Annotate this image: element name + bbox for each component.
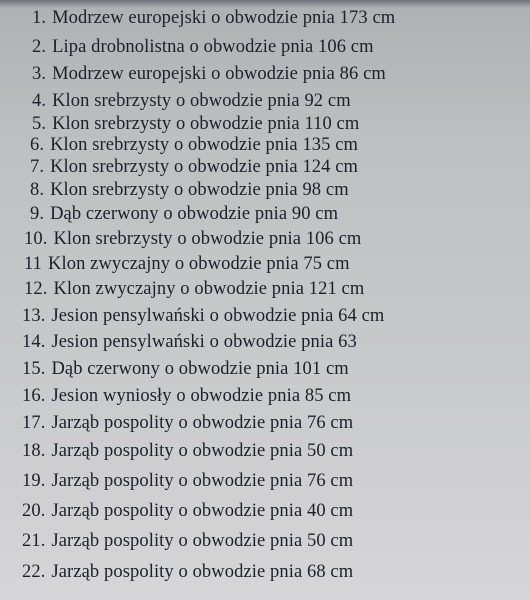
item-text: Klon srebrzysty o obwodzie pnia 92 cm (52, 91, 351, 111)
list-item (22, 530, 353, 552)
list-item (30, 156, 358, 178)
item-text: Klon srebrzysty o obwodzie pnia 124 cm (50, 157, 359, 177)
item-text: Jesion pensylwański o obwodzie pnia 63 (51, 332, 357, 352)
item-number: 21. (22, 531, 46, 551)
list-item (32, 63, 386, 85)
item-text: Modrzew europejski o obwodzie pnia 86 cm (52, 64, 386, 84)
list-item (32, 7, 395, 29)
item-number: 5. (32, 114, 47, 134)
item-text: Jarząb pospolity o obwodzie pnia 50 cm (51, 531, 354, 551)
list-item (24, 278, 364, 300)
item-number: 13. (22, 306, 46, 326)
item-number: 17. (22, 413, 46, 433)
item-number: 9. (30, 204, 45, 224)
item-text: Klon srebrzysty o obwodzie pnia 110 cm (52, 114, 360, 134)
item-number: 2. (32, 37, 47, 57)
item-text: Klon zwyczajny o obwodzie pnia 121 cm (53, 279, 365, 299)
list-item (32, 90, 351, 112)
list-item (22, 331, 357, 353)
list-item (22, 440, 353, 462)
item-text: Jarząb pospolity o obwodzie pnia 76 cm (51, 471, 354, 491)
list-item (22, 561, 353, 583)
list-item (22, 305, 384, 327)
list-item (22, 470, 353, 492)
item-number: 10. (24, 229, 48, 249)
item-number: 11 (24, 254, 43, 274)
list-item (22, 358, 349, 380)
item-text: Jarząb pospolity o obwodzie pnia 40 cm (51, 501, 354, 521)
item-text: Jarząb pospolity o obwodzie pnia 50 cm (51, 441, 354, 461)
item-number: 3. (32, 64, 47, 84)
item-number: 15. (22, 359, 46, 379)
item-number: 18. (22, 441, 46, 461)
item-text: Jesion wyniosły o obwodzie pnia 85 cm (51, 386, 352, 406)
item-number: 1. (32, 8, 47, 28)
item-text: Jarząb pospolity o obwodzie pnia 76 cm (51, 413, 354, 433)
item-number: 8. (30, 180, 45, 200)
list-item (32, 113, 359, 135)
list-item (22, 500, 353, 522)
item-text: Klon srebrzysty o obwodzie pnia 98 cm (50, 180, 349, 200)
item-number: 6. (30, 135, 45, 155)
item-number: 19. (22, 471, 46, 491)
item-number: 7. (30, 157, 45, 177)
item-text: Dąb czerwony o obwodzie pnia 101 cm (51, 359, 349, 379)
list-item (30, 179, 349, 201)
list-item (24, 228, 361, 250)
item-text: Klon zwyczajny o obwodzie pnia 75 cm (48, 254, 350, 274)
item-text: Klon srebrzysty o obwodzie pnia 106 cm (53, 229, 362, 249)
item-number: 16. (22, 386, 46, 406)
item-number: 12. (24, 279, 48, 299)
list-item (32, 36, 374, 58)
list-item (24, 253, 350, 275)
item-text: Jesion pensylwański o obwodzie pnia 64 cm (51, 306, 385, 326)
item-number: 14. (22, 332, 46, 352)
list-item (22, 385, 351, 407)
item-text: Lipa drobnolistna o obwodzie pnia 106 cm (52, 37, 374, 57)
item-number: 4. (32, 91, 47, 111)
item-text: Modrzew europejski o obwodzie pnia 173 cm (52, 8, 396, 28)
item-text: Klon srebrzysty o obwodzie pnia 135 cm (50, 135, 359, 155)
item-number: 20. (22, 501, 46, 521)
list-item (30, 134, 358, 156)
item-text: Dąb czerwony o obwodzie pnia 90 cm (50, 204, 339, 224)
list-item (30, 203, 338, 225)
item-text: Jarząb pospolity o obwodzie pnia 68 cm (51, 562, 354, 582)
list-item (22, 412, 353, 434)
item-number: 22. (22, 562, 46, 582)
